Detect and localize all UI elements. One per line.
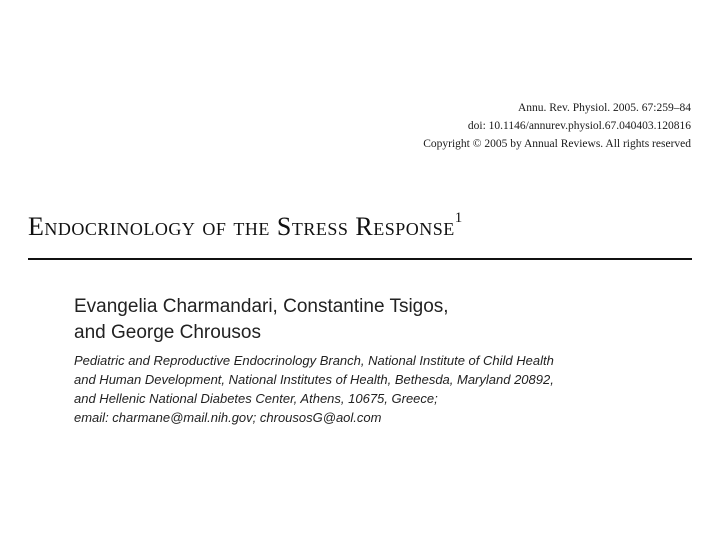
affiliation-line: Pediatric and Reproductive Endocrinology Branch, National Institute of Child Health	[74, 353, 554, 368]
author-list	[74, 294, 449, 346]
copyright-notice: Copyright © 2005 by Annual Reviews. All rights reserved	[423, 138, 691, 150]
citation-header	[423, 99, 691, 153]
author-line: and George Chrousos	[74, 322, 261, 343]
journal-citation: Annu. Rev. Physiol. 2005. 67:259–84	[517, 102, 691, 114]
title-footnote-marker: 1	[454, 210, 463, 227]
affiliation-line: and Human Development, National Institutes of Health, Bethesda, Maryland 20892,	[74, 372, 554, 387]
contact-email-line: email: charmane@mail.nih.gov; chrousosG@aol.com	[74, 410, 382, 425]
author-line: Evangelia Charmandari, Constantine Tsigos,	[74, 296, 449, 317]
article-title-text: Endocrinology of the Stress Response	[28, 212, 455, 241]
title-divider	[28, 258, 692, 260]
doi: doi: 10.1146/annurev.physiol.67.040403.120816	[467, 120, 691, 132]
affiliation-line: and Hellenic National Diabetes Center, Athens, 10675, Greece;	[74, 391, 438, 406]
affiliation-block	[74, 351, 554, 427]
article-title	[28, 212, 463, 242]
